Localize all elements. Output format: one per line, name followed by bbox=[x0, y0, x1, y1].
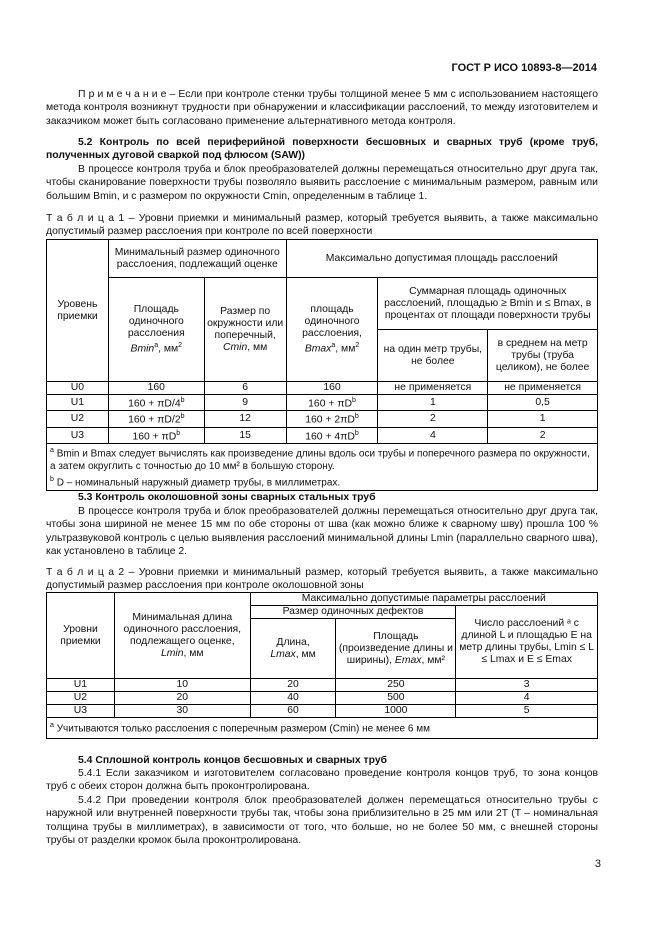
table2-caption-text: – Уровни приемки и минимальный размер, который требуется выявить, а также максимально допустимый размер расслоения при контроле околошовной зоны bbox=[46, 567, 598, 592]
t2-h-len: Длина, Lmax, мм bbox=[250, 619, 336, 679]
t2-h-count: Число расслоений ᵃ с длиной L и площадью E на метр длины трубы, Lmin ≤ L ≤ Lmax и E ≤ Emax bbox=[456, 606, 598, 679]
t1-h-sum: Суммарная площадь одиночных расслоений, площадью ≥ Bmin и ≤ Bmax, в процентах от площади поверхности трубы bbox=[378, 278, 598, 330]
table-row: U3 $160 + \pi D^b$ 15 $160 + 4\pi D^b$ 4 2 bbox=[47, 427, 598, 443]
t1-h-level: Уровень приемки bbox=[47, 240, 109, 382]
section-5-3-paragraph: В процессе контроля труба и блок преобразователей должны перемещаться относительно друг друга так, чтобы зона шириной не менее 15 мм по обе стороны от шва (как можно ближе к сварному шву) прошла 100 % ультразвуковой контроль с целью выявления расслоений минимальной длины Lmin (параллельно сварного шва), как установлено в таблице 2. bbox=[46, 506, 598, 558]
table-row: U3 30 60 1000 5 bbox=[47, 705, 598, 718]
t1-h-per-meter: на один метр трубы, не более bbox=[378, 330, 488, 382]
table2-footnotes: $^a$ Учитываются только расслоения с поперечным размером (Cmin) не менее 6 мм bbox=[47, 718, 598, 739]
t1-h-min-group: Минимальный размер одиночного расслоения, подлежащий оценке bbox=[108, 240, 286, 278]
table1-caption bbox=[46, 212, 598, 239]
table-1 bbox=[46, 239, 598, 491]
section-5-3-heading: 5.3 Контроль околошовной зоны сварных стальных труб bbox=[78, 492, 376, 503]
table2-caption-label: Т а б л и ц а 2 bbox=[46, 567, 125, 578]
table1-caption-text: – Уровни приемки и минимальный размер, который требуется выявить, а также максимально допустимый размер расслоения при контроле по всей поверхности bbox=[46, 213, 598, 238]
t2-h-area: Площадь (произведение длины и ширины), Emax, мм² bbox=[336, 619, 456, 679]
note-text: – Если при контроле стенки трубы толщиной менее 5 мм с использованием настоящего метода контроля возникнут трудности при обнаружении и классификации расслоений, то между изготовителем и заказчиком может быть согласовано применение альтернативного метода контроля. bbox=[46, 89, 598, 127]
t2-h-max-group: Максимально допустимые параметры расслоений bbox=[250, 593, 597, 606]
table-2 bbox=[46, 592, 598, 739]
table1-caption-label: Т а б л и ц а 1 bbox=[46, 213, 125, 224]
table-row: U2 20 40 500 4 bbox=[47, 692, 598, 705]
t1-h-avg: в среднем на метр трубы (труба целиком), не более bbox=[488, 330, 598, 382]
document-code: ГОСТ Р ИСО 10893-8—2014 bbox=[451, 62, 597, 74]
note-label: П р и м е ч а н и е bbox=[78, 89, 167, 100]
section-5-4-2-paragraph: 5.4.2 При проведении контроля блок преобразователей должен перемещаться относительно трубы с наружной или внутренней поверхности трубы так, чтобы зона приблизительно в 25 мм или 2T (T – номинальная толщина трубы в миллиметрах), в зависимости от того, что больше, но не более 50 мм, с внешней стороны трубы от разделки кромок была проконтролирована. bbox=[46, 795, 598, 847]
t1-foot-b: D – номинальный наружный диаметр трубы, в миллиметрах. bbox=[56, 476, 341, 488]
t2-h-single: Размер одиночных дефектов bbox=[250, 606, 456, 619]
t1-h-circ: Размер по окружности или поперечный, Cmin, мм bbox=[204, 278, 286, 382]
t1-foot-a: Bmin и Bmax следует вычислять как произведение длины вдоль оси трубы и поперечного размера по окружности, а затем округлить с точностью до 10 мм² в большую сторону. bbox=[50, 448, 590, 473]
t1-h-max-group: Максимально допустимая площадь расслоений bbox=[286, 240, 597, 278]
section-5-2-heading: 5.2 Контроль по всей периферийной поверхности бесшовных и сварных труб (кроме труб, полученных дуговой сваркой под флюсом (SAW)) bbox=[46, 137, 598, 162]
table-row: U1 $160 + \pi D/4^b$ 9 $160 + \pi D^b$ 1 0,5 bbox=[47, 395, 598, 411]
page-number: 3 bbox=[594, 858, 601, 870]
table-row: U0 160 6 160 не применяется не применяется bbox=[47, 382, 598, 395]
note-paragraph bbox=[46, 88, 598, 128]
table-row: U2 $160 + \pi D/2^b$ 12 $160 + 2\pi D^b$ 2 1 bbox=[47, 411, 598, 427]
section-5-4-heading: 5.4 Сплошной контроль концов бесшовных и сварных труб bbox=[78, 755, 388, 766]
t2-h-levels: Уровни приемки bbox=[47, 593, 115, 679]
t2-h-minlen: Минимальная длина одиночного расслоения, подлежащего оценке, Lmin, мм bbox=[114, 593, 250, 679]
table1-footnotes: $^a$ Bmin и Bmax следует вычислять как произведение длины вдоль оси трубы и поперечного размера по окружности, а затем округлить с точностью до 10 мм² в большую сторону. $^b$ D – номинальный наружный диаметр трубы, в миллиметрах. bbox=[47, 444, 598, 491]
t2-foot-a: Учитываются только расслоения с поперечным размером (Cmin) не менее 6 мм bbox=[56, 723, 430, 735]
t1-h-area: Площадь одиночного расслоения Bmin$^a$, $мм^2$ bbox=[108, 278, 204, 382]
table-row: U1 10 20 250 3 bbox=[47, 679, 598, 692]
table2-caption bbox=[46, 566, 598, 593]
t1-h-maxarea: площадь одиночного расслоения, Bmax$^a$, $мм^2$ bbox=[286, 278, 378, 382]
section-5-2-paragraph: В процессе контроля труба и блок преобразователей должны перемещаться относительно друг друга так, чтобы сканирование поверхности трубы позволяло выявить расслоение с минимальным размером, равным или большим Bmin, и с размером по окружности Cmin, определенным в таблице 1. bbox=[46, 164, 598, 202]
section-5-4-1-paragraph: 5.4.1 Если заказчиком и изготовителем согласовано проведение контроля концов труб, то зона концов труб с обеих сторон должна быть проконтролирована. bbox=[46, 768, 598, 793]
